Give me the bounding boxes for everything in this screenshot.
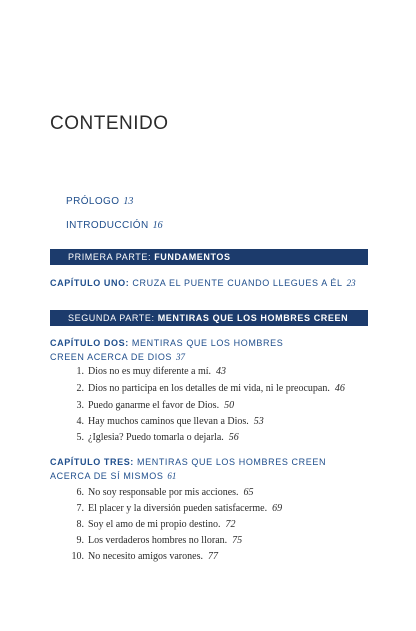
chapter-label: CAPÍTULO DOS:: [50, 338, 129, 348]
chapter-label: CAPÍTULO UNO:: [50, 278, 130, 288]
item-page: 77: [207, 551, 218, 562]
item-number: 2.: [76, 383, 84, 394]
part-prefix: PRIMERA PARTE:: [68, 252, 152, 262]
chapter-page: 37: [176, 352, 186, 362]
item-page: 65: [243, 487, 254, 498]
item-text: Dios no es muy diferente a mí.: [88, 366, 212, 377]
entry-label: PRÓLOGO: [66, 196, 120, 207]
part-name: FUNDAMENTOS: [154, 252, 231, 262]
chapter-one-entry[interactable]: [50, 276, 356, 290]
chapter-title-line1: MENTIRAS QUE LOS HOMBRES: [131, 338, 284, 348]
part-name: MENTIRAS QUE LOS HOMBRES CREEN: [157, 313, 349, 323]
item-number: 8.: [76, 519, 84, 530]
item-page: 72: [225, 519, 236, 530]
entry-page: 16: [152, 220, 163, 231]
chapter-title-line2: ACERCA DE SÍ MISMOS: [50, 471, 164, 481]
item-text: ¿Iglesia? Puedo tomarla o dejarla.: [88, 432, 224, 443]
item-text: Soy el amo de mi propio destino.: [88, 519, 221, 530]
list-item[interactable]: [66, 551, 218, 562]
list-item[interactable]: [66, 383, 345, 394]
entry-page: 13: [123, 196, 134, 207]
item-text: No necesito amigos varones.: [88, 551, 203, 562]
page-title: CONTENIDO: [50, 113, 169, 134]
item-text: Dios no participa en los detalles de mi vida, ni le preocupan.: [88, 383, 330, 394]
item-number: 9.: [76, 535, 84, 546]
item-text: No soy responsable por mis acciones.: [88, 487, 239, 498]
entry-label: INTRODUCCIÓN: [66, 220, 149, 231]
toc-entry-introduccion[interactable]: [66, 220, 163, 231]
item-number: 1.: [76, 366, 84, 377]
item-text: El placer y la diversión pueden satisfacerme.: [88, 503, 268, 514]
item-text: Hay muchos caminos que llevan a Dios.: [88, 416, 249, 427]
chapter-title: CRUZA EL PUENTE CUANDO LLEGUES A ÉL: [132, 278, 343, 288]
chapter-page: 61: [167, 471, 177, 481]
item-number: 6.: [76, 487, 84, 498]
list-item[interactable]: [66, 400, 234, 411]
chapter-page: 23: [346, 278, 356, 288]
list-item[interactable]: [66, 519, 236, 530]
chapter-label: CAPÍTULO TRES:: [50, 457, 134, 467]
chapter-title-line1: MENTIRAS QUE LOS HOMBRES CREEN: [137, 457, 327, 467]
list-item[interactable]: [66, 366, 226, 377]
item-number: 7.: [76, 503, 84, 514]
item-page: 69: [272, 503, 283, 514]
item-page: 75: [232, 535, 243, 546]
item-page: 56: [228, 432, 239, 443]
list-item[interactable]: [66, 535, 242, 546]
list-item[interactable]: [66, 432, 239, 443]
part-two-heading: [50, 310, 368, 326]
item-page: 53: [253, 416, 264, 427]
item-page: 43: [216, 366, 227, 377]
item-text: Los verdaderos hombres no lloran.: [88, 535, 228, 546]
list-item[interactable]: [66, 487, 254, 498]
list-item[interactable]: [66, 416, 264, 427]
toc-entry-prologo[interactable]: [66, 196, 133, 207]
list-item[interactable]: [66, 503, 282, 514]
chapter-three-entry[interactable]: [50, 455, 326, 483]
item-number: 3.: [76, 400, 84, 411]
item-number: 4.: [76, 416, 84, 427]
chapter-title-line2: CREEN ACERCA DE DIOS: [50, 352, 173, 362]
item-text: Puedo ganarme el favor de Dios.: [88, 400, 220, 411]
item-number: 5.: [76, 432, 84, 443]
chapter-two-entry[interactable]: [50, 336, 283, 364]
part-prefix: SEGUNDA PARTE:: [68, 313, 155, 323]
item-page: 50: [224, 400, 235, 411]
item-number: 10.: [71, 551, 84, 562]
part-one-heading: [50, 249, 368, 265]
item-page: 46: [334, 383, 345, 394]
